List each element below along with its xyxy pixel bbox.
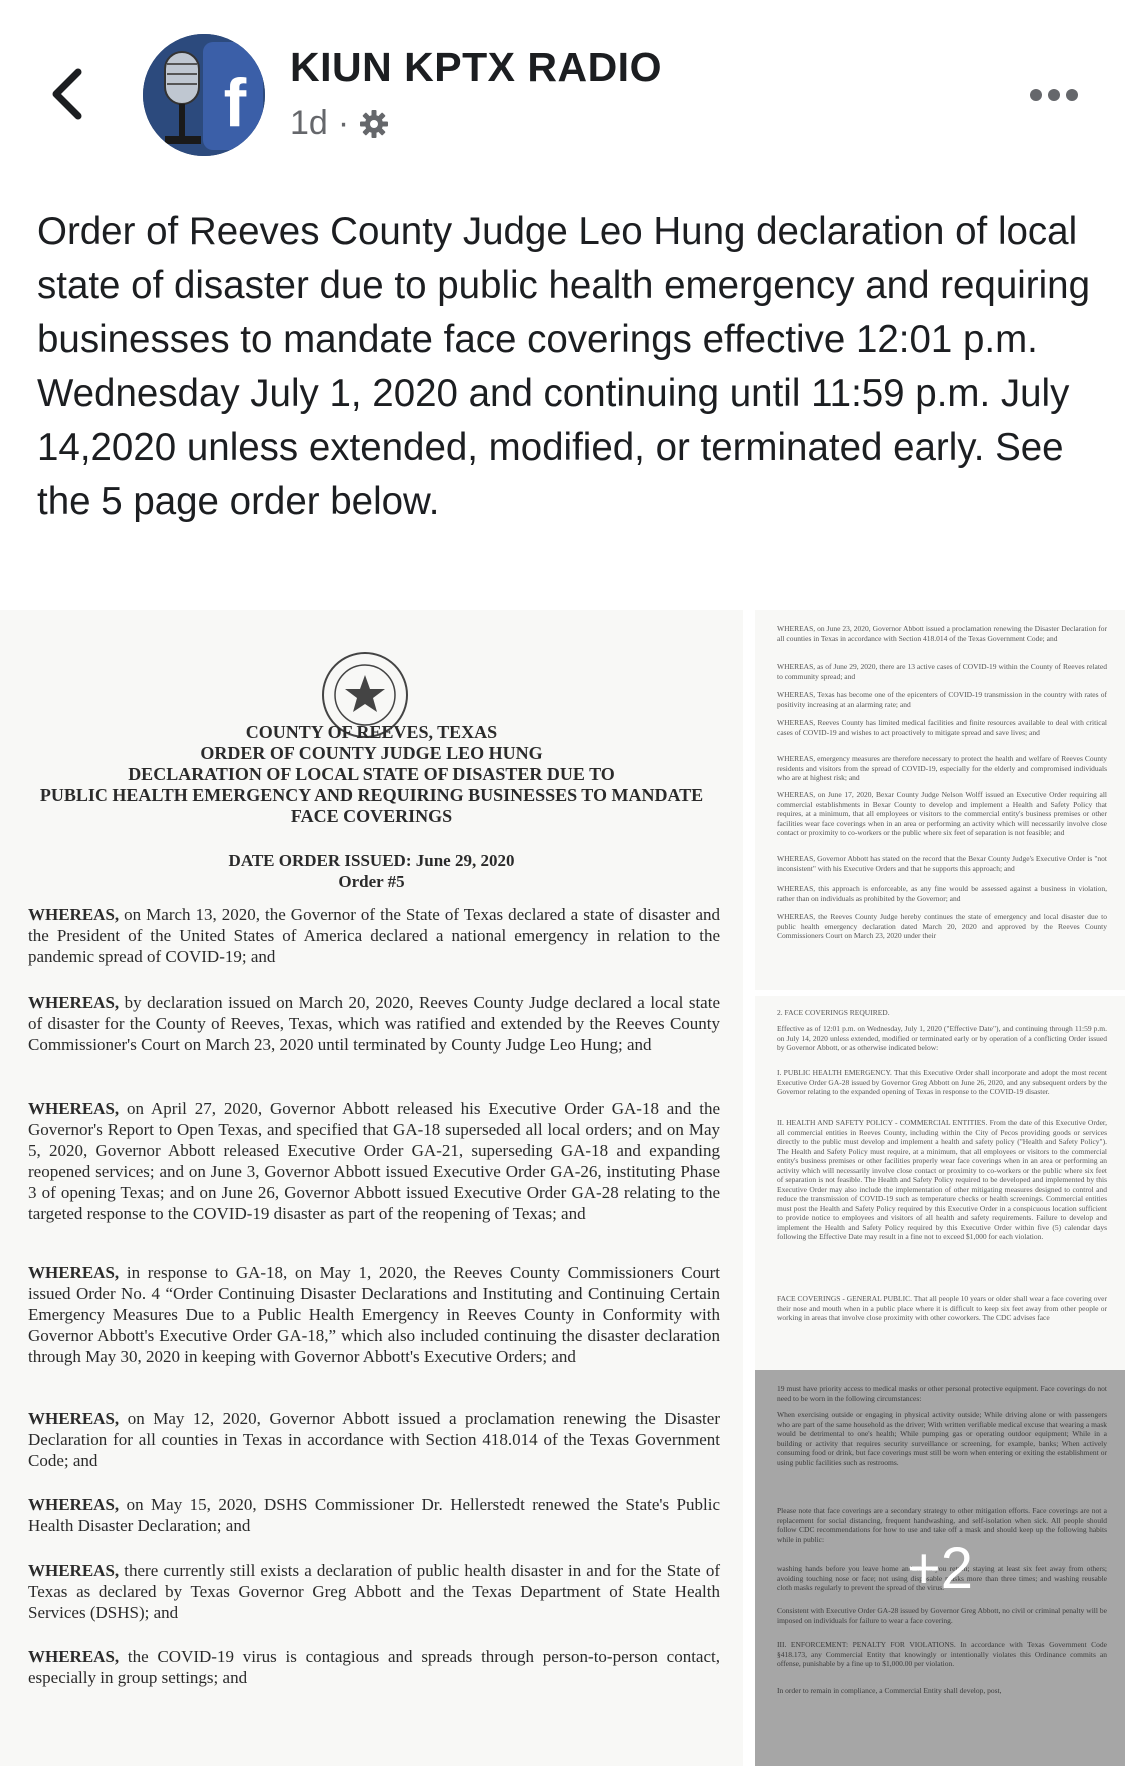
whereas-text: there currently still exists a declaration of public health disaster in and for the State of Texas as declared by Texas Governor Greg Abbott and the Texas Department of State Health Services (DSHS); and bbox=[28, 1561, 720, 1622]
order-title-line: FACE COVERINGS bbox=[290, 806, 453, 826]
more-photos-count[interactable]: +2 bbox=[906, 1535, 974, 1601]
doc-text: Please note that face coverings are a secondary strategy to other mitigation efforts. Face coverings are not a replacement for social distancing, frequent handwashing, and self-isolation when sick. All people should follow CDC recommendations for how to use and take off a mask and should keep up the following habits while in public: bbox=[777, 1506, 1107, 1544]
order-number: Order #5 bbox=[338, 872, 405, 891]
date-issued: DATE ORDER ISSUED: June 29, 2020 bbox=[228, 851, 515, 870]
doc-text: In order to remain in compliance, a Commercial Entity shall develop, post, bbox=[777, 1686, 1002, 1695]
whereas-paragraph bbox=[28, 992, 720, 1055]
photo-order-page-1[interactable] bbox=[0, 610, 743, 1766]
doc-text: WHEREAS, as of June 29, 2020, there are 13 active cases of COVID-19 within the County of Reeves related to community spread; and bbox=[777, 662, 1107, 681]
order-title-line: PUBLIC HEALTH EMERGENCY AND REQUIRING BUSINESSES TO MANDATE bbox=[39, 785, 704, 805]
photo-order-page-3[interactable] bbox=[755, 996, 1125, 1374]
doc-text: WHEREAS, Reeves County has limited medical facilities and finite resources available to deal with critical cases of COVID-19 and wishes to act proactively to mitigate spread and save lives; and bbox=[777, 718, 1107, 737]
post-header bbox=[0, 0, 1125, 170]
doc-text: WHEREAS, Governor Abbott has stated on the record that the Bexar County Judge's Executive Order is "not inconsistent" with his Executive Orders and that he supports this approach; and bbox=[777, 854, 1107, 873]
whereas-paragraph bbox=[28, 1262, 720, 1367]
more-options-icon[interactable] bbox=[1028, 76, 1080, 114]
whereas-lead: WHEREAS, bbox=[28, 905, 120, 924]
whereas-text: on May 12, 2020, Governor Abbott issued a proclamation renewing the Disaster Declaration for all counties in Texas in accordance with Section 418.014 of the Texas Government Code; and bbox=[28, 1409, 720, 1470]
doc-text: III. ENFORCEMENT: PENALTY FOR VIOLATIONS. In accordance with Texas Government Code §418.173, any Commercial Entity that knowingly or intentionally violates this Ordinance commits an offense, punishable by a fine up to $1,000.00 per violation. bbox=[777, 1640, 1107, 1668]
doc-text: WHEREAS, on June 23, 2020, Governor Abbott issued a proclamation renewing the Disaster Declaration for all counties in Texas in accordance with Section 418.014 of the Texas Government Code; and bbox=[777, 624, 1107, 643]
photo-order-page-4[interactable] bbox=[755, 1370, 1125, 1766]
whereas-paragraph bbox=[28, 1560, 720, 1623]
page-name[interactable]: KIUN KPTX RADIO bbox=[290, 44, 662, 90]
doc-text: washing hands before you leave home and when you return; staying at least six feet away from others; avoiding touching nose or face; not using disposable masks more than three times; and washing reusable cloth masks regularly to prevent the spread of the virus. bbox=[777, 1564, 1107, 1592]
whereas-paragraph bbox=[28, 1646, 720, 1688]
meta-separator: · bbox=[337, 104, 350, 142]
whereas-text: on April 27, 2020, Governor Abbott released his Executive Order GA-18 and the Governor's Report to Open Texas, and specified that GA-18 superseded all local orders; and on May 5, 2020, Governor Abbott released Executive Order GA-21, superseding GA-18 and expanding reopened services; and on June 3, Governor Abbott issued Executive Order GA-26, instituting Phase 3 of opening Texas; and on June 26, Governor Abbott issued Executive Order GA-28 relating to the targeted response to the COVID-19 disaster as part of the reopening of Texas; and bbox=[28, 1099, 720, 1223]
whereas-paragraph bbox=[28, 1408, 720, 1471]
doc-text: 2. FACE COVERINGS REQUIRED. bbox=[777, 1008, 890, 1017]
doc-text: Consistent with Executive Order GA-28 issued by Governor Greg Abbott, no civil or criminal penalty will be imposed on individuals for failure to wear a face covering. bbox=[777, 1606, 1107, 1625]
doc-text: When exercising outside or engaging in physical activity outside; While driving alone or with passengers who are part of the same household as the driver; With written verifiable medical excuse that wearing a mask would be detrimental to one's health; While pumping gas or operating outdoor equipment; While in a building or activity that requires security surveillance or screening, for example, banks; When actively consuming food or drink, but face coverings must still be worn when entering or exiting the establishment or using public facilities such as restrooms. bbox=[777, 1410, 1107, 1467]
whereas-lead: WHEREAS, bbox=[28, 1099, 120, 1118]
order-title-line: DECLARATION OF LOCAL STATE OF DISASTER DUE TO bbox=[128, 764, 615, 784]
doc-text: WHEREAS, emergency measures are therefore necessary to protect the health and welfare of Reeves County residents and visitors from the spread of COVID-19, especially for the elderly and compromised individuals who are at highest risk; and bbox=[777, 754, 1107, 782]
doc-text: WHEREAS, the Reeves County Judge hereby continues the state of emergency and local disaster due to public health emergency declaration dated March 20, 2020 and approved by the Reeves County Commissioners Court on March 23, 2020 under their bbox=[777, 912, 1107, 940]
post-meta bbox=[290, 104, 389, 143]
svg-text:f: f bbox=[223, 65, 247, 141]
post-timestamp[interactable]: 1d bbox=[290, 104, 328, 142]
whereas-text: the COVID-19 virus is contagious and spreads through person-to-person contact, especially in group settings; and bbox=[28, 1647, 720, 1687]
page-avatar[interactable] bbox=[143, 34, 265, 156]
whereas-lead: WHEREAS, bbox=[28, 1647, 120, 1666]
whereas-text: by declaration issued on March 20, 2020, Reeves County Judge declared a local state of disaster for the County of Reeves, Texas, which was ratified and extended by the Reeves County Commissioner's Court on March 23, 2020 until terminated by County Judge Leo Hung; and bbox=[28, 993, 720, 1054]
whereas-lead: WHEREAS, bbox=[28, 1561, 120, 1580]
doc-text: WHEREAS, Texas has become one of the epicenters of COVID-19 transmission in the country with rates of positivity increasing at an alarming rate; and bbox=[777, 690, 1107, 709]
doc-text: FACE COVERINGS - GENERAL PUBLIC. That all people 10 years or older shall wear a face covering over their nose and mouth when in a public place where it is difficult to keep six feet away from other people or working in areas that involve close proximity with other coworkers. The CDC advises face bbox=[777, 1294, 1107, 1322]
doc-text: Effective as of 12:01 p.m. on Wednesday, July 1, 2020 ("Effective Date"), and continuing through 11:59 p.m. on July 14, 2020 unless extended, modified or terminated early or by operation of a conflicting Order issued by Governor Abbott, or as otherwise indicated below: bbox=[777, 1024, 1107, 1052]
whereas-paragraph bbox=[28, 1494, 720, 1536]
order-title-line: ORDER OF COUNTY JUDGE LEO HUNG bbox=[200, 743, 543, 763]
radio-facebook-avatar-icon bbox=[143, 34, 265, 156]
order-title bbox=[0, 722, 743, 827]
order-title-line: COUNTY OF REEVES, TEXAS bbox=[245, 722, 498, 742]
whereas-text: on March 13, 2020, the Governor of the State of Texas declared a state of disaster and the President of the United States of America declared a national emergency in relation to the pandemic spread of COVID-19; and bbox=[28, 905, 720, 966]
whereas-paragraph bbox=[28, 904, 720, 967]
chevron-left-icon[interactable] bbox=[44, 64, 88, 124]
whereas-lead: WHEREAS, bbox=[28, 1495, 120, 1514]
whereas-lead: WHEREAS, bbox=[28, 993, 120, 1012]
doc-text: I. PUBLIC HEALTH EMERGENCY. That this Executive Order shall incorporate and adopt the most recent Executive Order GA-28 issued by Governor Greg Abbott on June 26, 2020, and any subsequent orders by the Governor relating to the expanded opening of Texas in response to the COVID-19 disaster. bbox=[777, 1068, 1107, 1096]
doc-text: II. HEALTH AND SAFETY POLICY - COMMERCIAL ENTITIES. From the date of this Executive Order, all commercial entities in Reeves County, including within the City of Pecos providing goods or services directly to the public must develop and implement a health and safety policy ("Health and Safety Policy"). The Health and Safety Policy must require, at a minimum, that all employees or visitors to the commercial entity's business premises or other facilities properly wear face coverings when in an area or performing an activity which will necessarily involve close contact or proximity to co-workers or the public where six feet of separation is not feasible. The Health and Safety Policy required to be developed and implemented by this Executive Order may also include the implementation of other mitigating measures designed to control and reduce the transmission of COVID-19 such as temperature checks or health screenings. Commercial entities must post the Health and Safety Policy required by this Executive Order in a conspicuous location sufficient to provide notice to employees and visitors of all health and safety requirements. Failure to develop and implement the Health and Safety Policy required by this Executive Order within five (5) calendar days following the Effective Date may result in a fine not to exceed $1,000 for each violation. bbox=[777, 1118, 1107, 1241]
whereas-paragraph bbox=[28, 1098, 720, 1224]
doc-text: WHEREAS, on June 17, 2020, Bexar County Judge Nelson Wolff issued an Executive Order requiring all commercial establishments in Bexar County to develop and implement a Health and Safety Policy that requires, at a minimum, that all employees or visitors to the commercial entity's business premises or other facilities wear face coverings when in an area or performing an activity which will necessarily involve close contact or proximity to co-workers or the public where six feet of separation is not feasible; and bbox=[777, 790, 1107, 837]
whereas-text: in response to GA-18, on May 1, 2020, the Reeves County Commissioners Court issued Order No. 4 “Order Continuing Disaster Declarations and Instituting and Continuing Certain Emergency Measures Due to a Public Health Emergency in Reeves County in Conformity with Governor Abbott's Executive Order GA-18,” which also included continuing the disaster declaration through May 30, 2020 in keeping with Governor Abbott's Executive Orders; and bbox=[28, 1263, 720, 1366]
post-text: Order of Reeves County Judge Leo Hung declaration of local state of disaster due to public health emergency and requiring businesses to mandate face coverings effective 12:01 p.m. Wednesday July 1, 2020 and continuing until 11:59 p.m. July 14,2020 unless extended, modified, or terminated early. See the 5 page order below. bbox=[37, 210, 1090, 523]
order-date bbox=[0, 850, 743, 892]
gear-icon bbox=[359, 109, 389, 139]
whereas-text: on May 15, 2020, DSHS Commissioner Dr. Hellerstedt renewed the State's Public Health Disaster Declaration; and bbox=[28, 1495, 720, 1535]
photo-order-page-2[interactable] bbox=[755, 610, 1125, 990]
whereas-lead: WHEREAS, bbox=[28, 1409, 120, 1428]
photo-grid bbox=[0, 610, 1125, 1766]
doc-text: 19 must have priority access to medical masks or other personal protective equipment. Face coverings do not need to be worn in the following circumstances: bbox=[777, 1384, 1107, 1403]
whereas-lead: WHEREAS, bbox=[28, 1263, 120, 1282]
doc-text: WHEREAS, this approach is enforceable, as any fine would be assessed against a business in violation, rather than on individuals as prohibited by the Governor; and bbox=[777, 884, 1107, 903]
